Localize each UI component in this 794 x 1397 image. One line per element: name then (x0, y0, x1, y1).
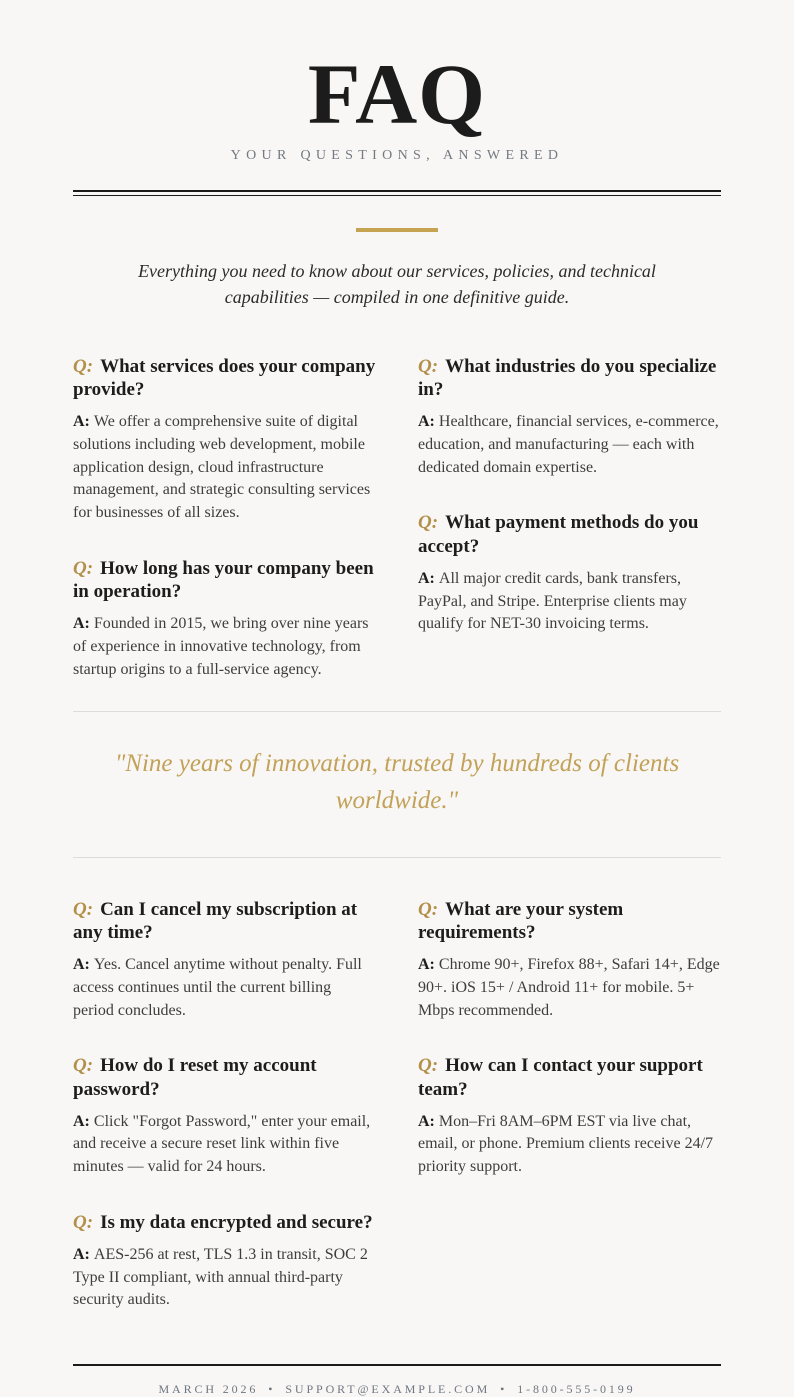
faq-item (73, 1211, 376, 1312)
q-prefix: Q: (73, 1055, 94, 1077)
header-double-rule (73, 190, 721, 196)
faq-item (418, 1054, 721, 1179)
faq-question (73, 898, 376, 944)
faq-answer (418, 954, 721, 1022)
q-prefix: Q: (73, 898, 94, 920)
faq-question (418, 1054, 721, 1100)
a-prefix: A: (418, 569, 435, 587)
question-text: What payment methods do you accept? (418, 512, 699, 557)
a-prefix: A: (73, 956, 90, 974)
faq-answer (73, 411, 376, 525)
faq-answer (418, 1111, 721, 1179)
a-prefix: A: (418, 1112, 435, 1130)
faq-page (73, 0, 721, 1397)
page-footer (73, 1364, 721, 1397)
answer-text: AES-256 at rest, TLS 1.3 in transit, SOC 2 Type II compliant, with annual third-party security audits. (73, 1246, 368, 1309)
faq-answer (418, 568, 721, 636)
answer-text: We offer a comprehensive suite of digital solutions including web development, mobile application design, cloud infrastructure management, and strategic consulting services for businesses of all sizes. (73, 413, 371, 522)
q-prefix: Q: (73, 355, 94, 377)
question-text: What industries do you specialize in? (418, 355, 717, 401)
faq-answer (73, 1244, 376, 1312)
gold-divider (356, 228, 438, 232)
q-prefix: Q: (418, 1055, 439, 1077)
question-text: Is my data encrypted and secure? (100, 1211, 373, 1233)
faq-question (73, 557, 376, 603)
q-prefix: Q: (418, 355, 439, 377)
faq-answer (73, 613, 376, 681)
question-text: What services does your company provide? (73, 355, 376, 401)
faq-item (418, 355, 721, 480)
footer-phone: 1-800-555-0199 (517, 1382, 636, 1397)
faq-column-left (73, 898, 376, 1312)
answer-text: Founded in 2015, we bring over nine years of experience in innovative technology, from startup origins to a full-service agency. (73, 615, 369, 678)
a-prefix: A: (73, 1246, 90, 1264)
q-prefix: Q: (73, 557, 94, 579)
faq-item (73, 355, 376, 525)
a-prefix: A: (73, 1112, 90, 1130)
a-prefix: A: (73, 413, 90, 431)
a-prefix: A: (418, 413, 435, 431)
q-prefix: Q: (418, 512, 439, 534)
faq-answer (73, 1111, 376, 1179)
a-prefix: A: (418, 956, 435, 974)
answer-text: Click "Forgot Password," enter your email, and receive a secure reset link within five minutes — valid for 24 hours. (73, 1112, 371, 1176)
faq-question (73, 1211, 376, 1234)
answer-text: Mon–Fri 8AM–6PM EST via live chat, email, or phone. Premium clients receive 24/7 priority support. (418, 1112, 714, 1176)
faq-column-right (418, 355, 721, 636)
pull-quote: "Nine years of innovation, trusted by hundreds of clients worldwide." (114, 750, 680, 814)
faq-item (73, 898, 376, 1023)
faq-item (418, 898, 721, 1023)
faq-item (418, 511, 721, 636)
faq-item (73, 557, 376, 682)
q-prefix: Q: (73, 1211, 94, 1233)
answer-text: All major credit cards, bank transfers, PayPal, and Stripe. Enterprise clients may qualify for NET-30 invoicing terms. (418, 569, 687, 633)
faq-section-2 (73, 898, 721, 1312)
footer-email: SUPPORT@EXAMPLE.COM (285, 1382, 491, 1397)
intro-text: Everything you need to know about our services, policies, and technical capabilities — compiled in one definitive guide. (138, 260, 656, 308)
question-text: How do I reset my account password? (73, 1055, 317, 1100)
faq-answer (73, 954, 376, 1022)
a-prefix: A: (73, 615, 90, 633)
answer-text: Yes. Cancel anytime without penalty. Full access continues until the current billing period concludes. (73, 956, 362, 1019)
footer-date: MARCH 2026 (158, 1382, 259, 1397)
faq-question (73, 355, 376, 401)
faq-question (73, 1054, 376, 1100)
pull-quote-band (73, 711, 721, 858)
page-title: FAQ (307, 46, 487, 142)
question-text: Can I cancel my subscription at any time? (73, 898, 358, 944)
answer-text: Chrome 90+, Firefox 88+, Safari 14+, Edge 90+. iOS 15+ / Android 11+ for mobile. 5+ Mbps recommended. (418, 956, 720, 1019)
footer-separator: • (268, 1382, 276, 1397)
question-text: What are your system requirements? (418, 898, 624, 944)
faq-answer (418, 411, 721, 479)
page-subtitle: YOUR QUESTIONS, ANSWERED (230, 147, 564, 163)
faq-column-left (73, 355, 376, 681)
question-text: How can I contact your support team? (418, 1055, 703, 1100)
faq-item (73, 1054, 376, 1179)
answer-text: Healthcare, financial services, e-commerce, education, and manufacturing — each with dedicated domain expertise. (418, 413, 719, 476)
faq-question (418, 511, 721, 557)
footer-separator: • (500, 1382, 508, 1397)
faq-section-1 (73, 355, 721, 681)
question-text: How long has your company been in operation? (73, 557, 374, 603)
q-prefix: Q: (418, 898, 439, 920)
faq-question (418, 898, 721, 944)
faq-question (418, 355, 721, 401)
faq-column-right (418, 898, 721, 1179)
masthead (73, 46, 721, 164)
